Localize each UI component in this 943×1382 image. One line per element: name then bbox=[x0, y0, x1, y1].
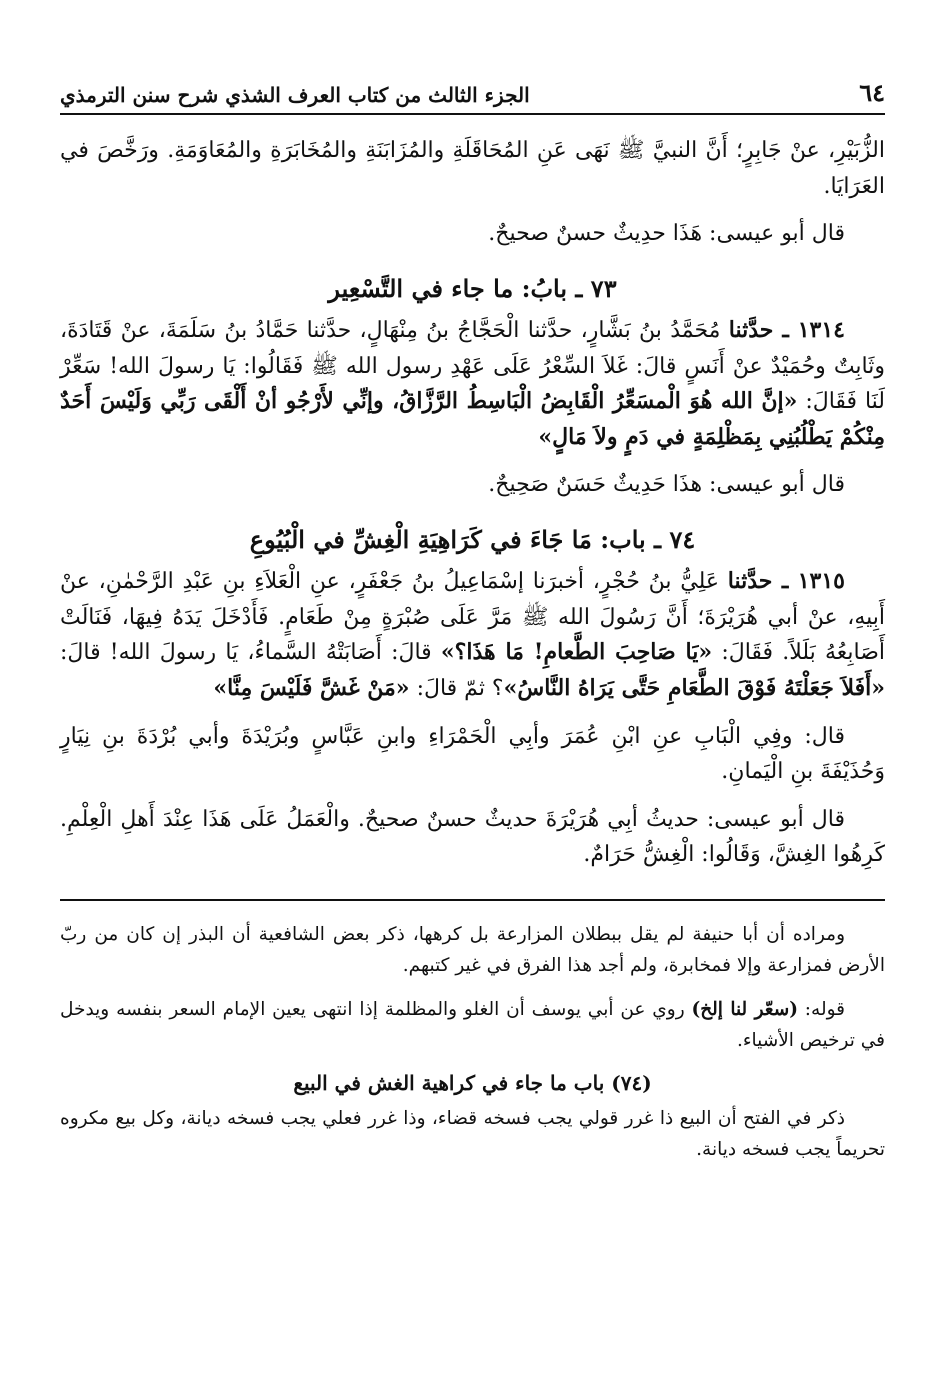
ruling-1315: قال أبو عيسى: حديثُ أبِي هُرَيْرَةَ حديثٌ حسنٌ صحيحٌ. والْعَمَلُ عَلَى هَذَا عِنْدَ أَهلِ الْعِلْمِ. كَرِهُوا الغِشَّ، وَقَالُوا: الْغِشُّ حَرَامٌ. bbox=[60, 806, 885, 868]
hadith-1313-continuation: الزُّبَيْرِ، عنْ جَابِرٍ؛ أَنَّ النبيَّ ﷺ نَهَى عَنِ المُحَاقَلَةِ والمُزَابَنَةِ والمُخَابَرَةِ والمُعَاوَمَةِ. ورَخَّصَ في العَرَايَا. bbox=[60, 138, 885, 199]
ruling-1314: قال أبو عيسى: هذَا حَدِيثٌ حَسَنٌ صَحِيحٌ. bbox=[488, 472, 845, 498]
chapter-heading-73: ٧٣ ـ بابُ: ما جاء في التَّسْعِير bbox=[328, 273, 617, 303]
hadith-1315-quote-2: «أَفَلاَ جَعَلْتَهُ فَوْقَ الطَّعَامِ حَتَّى يَرَاهُ النَّاسُ» bbox=[503, 674, 885, 701]
hadith-1315-quote-1: «يَا صَاحِبَ الطَّعامِ! مَا هَذَا؟» bbox=[440, 639, 713, 666]
hadith-1314-quote: «إنَّ الله هُوَ الْمسَعِّرُ الْقَابِضُ الْبَاسِطُ الرَّزَّاقُ، وإنِّي لأَرْجُو أنْ أَلْقَى رَبِّي وَلَيْسَ أَحَدٌ مِنْكُمْ يَطْلُبُنِي بِمَظْلِمَةٍ في دَمٍ ولاَ مَالٍ» bbox=[60, 388, 885, 450]
hadith-1315 bbox=[60, 564, 885, 707]
page-number: ٦٤ bbox=[859, 78, 885, 107]
footnote-2 bbox=[60, 994, 885, 1057]
hadith-1315-text-2: قالَ: أَصَابَتْهُ السَّماءُ، يَا رسولَ الله! قالَ: bbox=[60, 640, 432, 666]
footnote-3: ذكر في الفتح أن البيع ذا غرر قولي يجب فسخه قضاء، وذا غرر فعلي يجب فسخه ديانة، وكل بيع مكروه تحريماً يجب فسخه ديانة. bbox=[60, 1107, 885, 1161]
hadith-1315-quote-3: «مَنْ غَشَّ فَلَيْسَ مِنَّا» bbox=[213, 674, 410, 701]
hadith-1315-chain: عَلِيُّ بنُ حُجْرٍ، أخبرَنا إسْمَاعِيلُ بنُ جَعْفَرٍ، عنِ الْعَلاَءِ بنِ عَبْدِ الرَّحْمٰنِ، عنْ أَبِيهِ، عنْ أبي هُرَيْرَةَ؛ أَنَّ رَسُولَ الله ﷺ مَرَّ عَلَى صُبْرَةٍ مِنْ طَعَامٍ. فَأَدْخَلَ يَدَهُ فِيهَا، فَنَالَتْ أَصَابِعُهُ بَلَلاً. فَقَالَ: bbox=[60, 569, 886, 666]
footnote-2-keyword: (سعّر لنا إلخ) bbox=[691, 998, 798, 1020]
hadith-1315-text-3: ؟ ثمّ قالَ: bbox=[416, 675, 504, 701]
book-title: الجزء الثالث من كتاب العرف الشذي شرح سنن الترمذي bbox=[60, 83, 530, 107]
footnote-chapter-heading: (٧٤) باب ما جاء في كراهية الغش في البيع bbox=[293, 1070, 652, 1095]
hadith-1314 bbox=[60, 313, 885, 456]
footnote-2-text: روي عن أبي يوسف أن الغلو والمظلمة إذا انتهى يعين الإمام السعر بنفسه ويدخل في ترخيص الأشياء. bbox=[60, 998, 885, 1052]
footnote-1: ومراده أن أبا حنيفة لم يقل ببطلان المزارعة بل كرهها، ذكر بعض الشافعية أن البذر إن كان من ربّ الأرض فمزارعة وإلا فمخابرة، ولم أجد هذا الفرق في غير كتبهم. bbox=[60, 924, 885, 977]
related-narrations: قال: وفِي الْبَابِ عنِ ابْنِ عُمَرَ وأبِي الْحَمْرَاءِ وابنِ عَبَّاسٍ وبُرَيْدَةَ وأبي بُرْدَةَ بنِ نِيَارٍ وَحُذَيْفَةَ بنِ الْيَمانِ. bbox=[60, 723, 885, 785]
hadith-number-1315: ١٣١٥ ـ حدَّثنا bbox=[727, 568, 845, 594]
footnote-divider bbox=[60, 899, 885, 901]
hadith-number-1314: ١٣١٤ ـ حدَّثنا bbox=[728, 316, 845, 343]
hadith-1314-chain: مُحَمَّدُ بنُ بَشَّارٍ، حدَّثنا الْحَجَّاجُ بنُ مِنْهَالٍ، حدَّثنا حَمَّادُ بنُ سَلَمَةَ، عنْ قَتَادَةَ، وثَابِتٌ وحُمَيْدٌ عنْ أَنَسٍ قالَ: غَلاَ السِّعْرُ عَلَى عَهْدِ رسول الله ﷺ فَقَالُوا: يَا رسولَ الله! سَعِّرْ لَنَا فَقَالَ: bbox=[60, 317, 885, 415]
running-header bbox=[60, 78, 885, 115]
footnote-2-lead: قوله: bbox=[804, 998, 845, 1020]
chapter-heading-74: ٧٤ ـ باب: مَا جَاءَ في كَرَاهِيَةِ الْغِشِّ في الْبُيُوعِ bbox=[249, 525, 696, 554]
ruling-1313: قال أبو عيسى: هَذَا حدِيثٌ حسنٌ صحيحٌ. bbox=[488, 221, 845, 247]
